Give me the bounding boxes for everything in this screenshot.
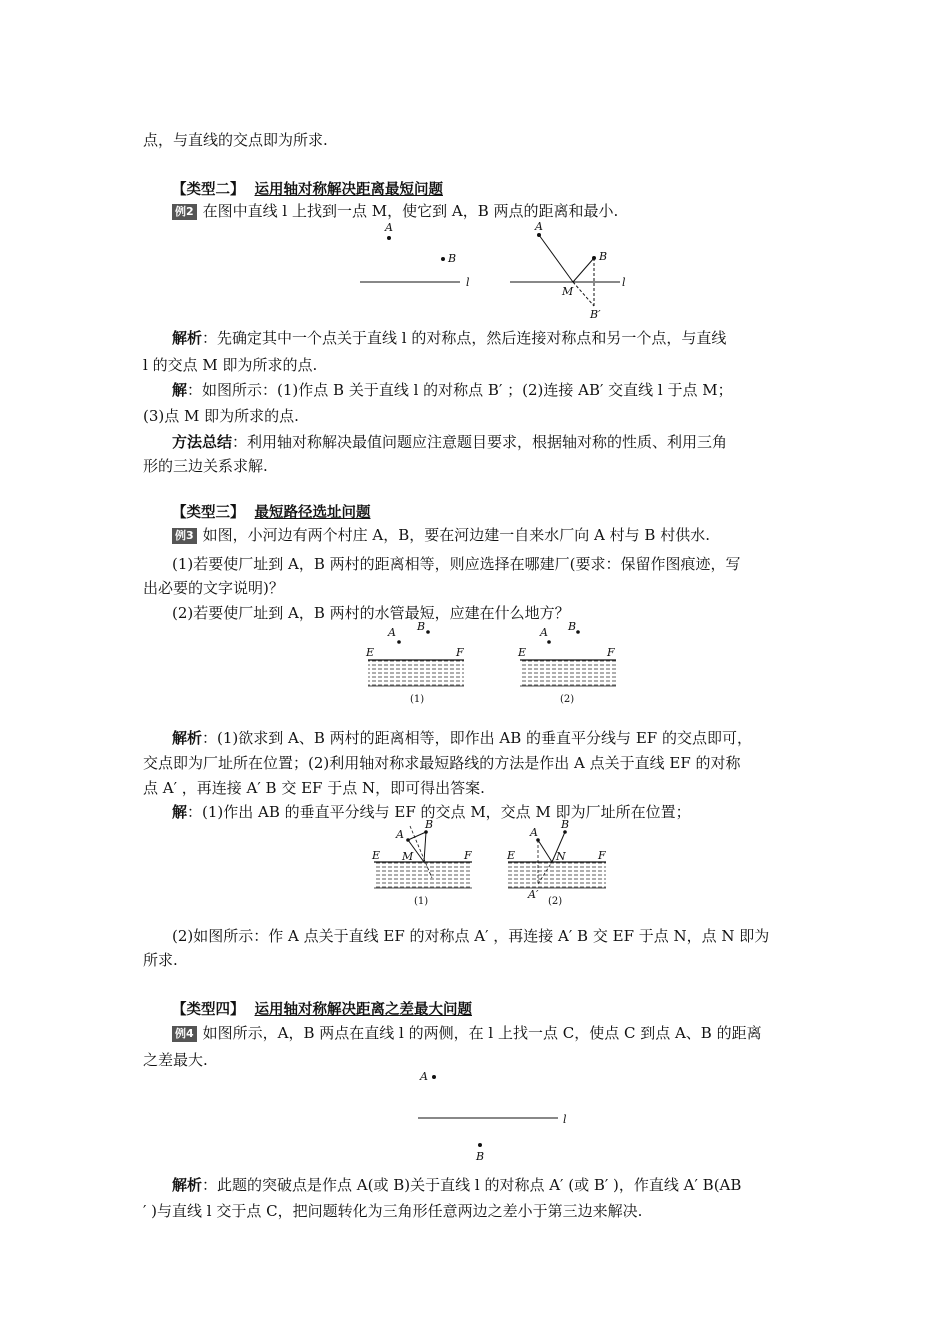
solution-text: ：(1)作出 AB 的垂直平分线与 EF 的交点 M，交点 M 即为厂址所在位置；	[187, 803, 691, 821]
label-F-2: F	[607, 646, 615, 659]
label-A-s2: A	[530, 826, 538, 839]
point-B-4	[478, 1143, 482, 1147]
point-A	[387, 236, 391, 240]
example-badge: 例3	[172, 528, 197, 544]
question-2: (2)若要使厂址到 A，B 两村的水管最短，应建在什么地方？	[172, 604, 570, 622]
section-heading-type2	[172, 180, 443, 200]
question-1: (1)若要使厂址到 A，B 两村的距离相等，则应选择在哪建厂(要求：保留作图痕迹，写	[172, 555, 741, 573]
segment-AN	[538, 840, 552, 862]
river-s2	[508, 862, 606, 888]
point-B-1	[426, 630, 430, 634]
example-4	[172, 1023, 762, 1043]
river-2	[520, 660, 616, 686]
solution-2-cont: (3)点 M 即为所求的点.	[143, 407, 299, 425]
label-F-s2: F	[598, 849, 606, 862]
segment-MBp	[573, 282, 594, 306]
river-1	[368, 660, 464, 686]
caption-2: (2)	[560, 694, 575, 705]
point-A-4	[432, 1075, 436, 1079]
analysis-4	[172, 1175, 741, 1195]
river-s1	[374, 862, 472, 888]
label-l: l	[466, 276, 470, 289]
point-B	[441, 257, 445, 261]
segment-AM	[539, 235, 573, 282]
section-heading-type4	[172, 1000, 472, 1020]
label-B-right: B	[599, 250, 608, 263]
example-text: 如图，小河边有两个村庄 A，B，要在河边建一自来水厂向 A 村与 B 村供水.	[202, 526, 710, 544]
analysis-2	[172, 328, 726, 348]
segment-MB-s1	[424, 832, 426, 862]
label-A-right: A	[535, 220, 543, 233]
analysis-4-cont: ′ )与直线 l 交于点 C，把问题转化为三角形任意两边之差小于第三边来解决.	[143, 1202, 643, 1220]
example-badge: 例2	[172, 204, 197, 220]
method-summary-cont: 形的三边关系求解.	[143, 457, 268, 475]
label-Ap: A′	[528, 888, 539, 901]
label-N: N	[556, 850, 566, 863]
point-B-2	[576, 630, 580, 634]
label-M-s1: M	[402, 850, 414, 863]
label-E-s2: E	[507, 849, 516, 862]
solution-2	[172, 380, 733, 400]
method-summary	[172, 432, 727, 452]
figure-ex3-solution	[370, 818, 620, 910]
label-l-right: l	[622, 276, 626, 289]
label-A: A	[385, 221, 393, 234]
label-B-1: B	[417, 620, 426, 633]
analysis-3-cont2: 点 A′ ，再连接 A′ B 交 EF 于点 N，即可得出答案.	[143, 779, 485, 797]
example-2	[172, 201, 618, 221]
section-title: 运用轴对称解决距离最短问题	[254, 182, 443, 198]
type-tag: 【类型四】	[172, 1002, 245, 1018]
label-E-s1: E	[372, 849, 381, 862]
analysis-label: 解析	[172, 329, 203, 347]
point-A-2	[547, 640, 551, 644]
segment-MB	[573, 258, 594, 282]
section-heading-type3	[172, 503, 371, 523]
label-l-4: l	[563, 1113, 567, 1126]
method-text: ：利用轴对称解决最值问题应注意题目要求，根据轴对称的性质、利用三角	[232, 433, 728, 451]
analysis-3-cont: 交点即为厂址所在位置；(2)利用轴对称求最短路线的方法是作出 A 点关于直线 EF 的对称	[143, 754, 741, 772]
example-3	[172, 525, 710, 545]
section-title: 最短路径选址问题	[254, 505, 371, 521]
caption-s2: (2)	[548, 896, 563, 907]
analysis-text: ：(1)欲求到 A、B 两村的距离相等，即作出 AB 的垂直平分线与 EF 的交点即可，	[202, 729, 752, 747]
label-A-2: A	[540, 626, 548, 639]
type-tag: 【类型二】	[172, 182, 245, 198]
segment-AB-s1	[408, 832, 426, 840]
solution-label: 解	[172, 803, 188, 821]
caption-s1: (1)	[414, 896, 429, 907]
point-A-1	[397, 640, 401, 644]
analysis-text: ：先确定其中一个点关于直线 l 的对称点，然后连接对称点和另一个点，与直线	[202, 329, 727, 347]
label-B: B	[448, 252, 457, 265]
question-1-cont: 出必要的文字说明)？	[143, 579, 284, 597]
label-B-2: B	[568, 620, 577, 633]
solution-text: ：如图所示：(1)作点 B 关于直线 l 的对称点 B′ ；(2)连接 AB′ 交直线 l 于点 M；	[187, 381, 733, 399]
label-M: M	[562, 285, 574, 298]
caption-1: (1)	[410, 694, 425, 705]
analysis-label: 解析	[172, 729, 203, 747]
label-A-1: A	[388, 626, 396, 639]
label-F-s1: F	[464, 849, 472, 862]
label-A-4: A	[420, 1070, 428, 1083]
figure-ex2	[350, 220, 650, 325]
example-text: 在图中直线 l 上找到一点 M，使它到 A，B 两点的距离和最小.	[202, 202, 619, 220]
solution-3-part2: (2)如图所示：作 A 点关于直线 EF 的对称点 A′ ，再连接 A′ B 交 EF 于点 N，点 N 即为	[172, 927, 770, 945]
example-badge: 例4	[172, 1026, 197, 1042]
type-tag: 【类型三】	[172, 505, 245, 521]
label-B-4: B	[476, 1150, 485, 1163]
label-A-s1: A	[396, 828, 404, 841]
text-line: 点，与直线的交点即为所求.	[143, 131, 328, 149]
label-F-1: F	[456, 646, 464, 659]
method-label: 方法总结	[172, 433, 233, 451]
solution-3-part2-cont: 所求.	[143, 951, 178, 969]
figure-ex3	[360, 620, 620, 710]
analysis-3	[172, 728, 752, 748]
analysis-text: ：此题的突破点是作点 A(或 B)关于直线 l 的对称点 A′ (或 B′ )，作直线 A′ B(AB	[202, 1176, 742, 1194]
figure-ex4	[410, 1065, 580, 1165]
label-B-s1: B	[425, 818, 434, 831]
section-title: 运用轴对称解决距离之差最大问题	[254, 1002, 472, 1018]
solution-label: 解	[172, 381, 188, 399]
example-4-cont: 之差最大.	[143, 1051, 208, 1069]
label-E-2: E	[518, 646, 527, 659]
analysis-label: 解析	[172, 1176, 203, 1194]
label-Bp: B′	[590, 308, 601, 321]
label-B-s2: B	[561, 818, 570, 831]
analysis-2-cont: l 的交点 M 即为所求的点.	[143, 356, 318, 374]
label-E-1: E	[366, 646, 375, 659]
example-text: 如图所示，A，B 两点在直线 l 的两侧，在 l 上找一点 C，使点 C 到点 A、B 的距离	[202, 1024, 762, 1042]
